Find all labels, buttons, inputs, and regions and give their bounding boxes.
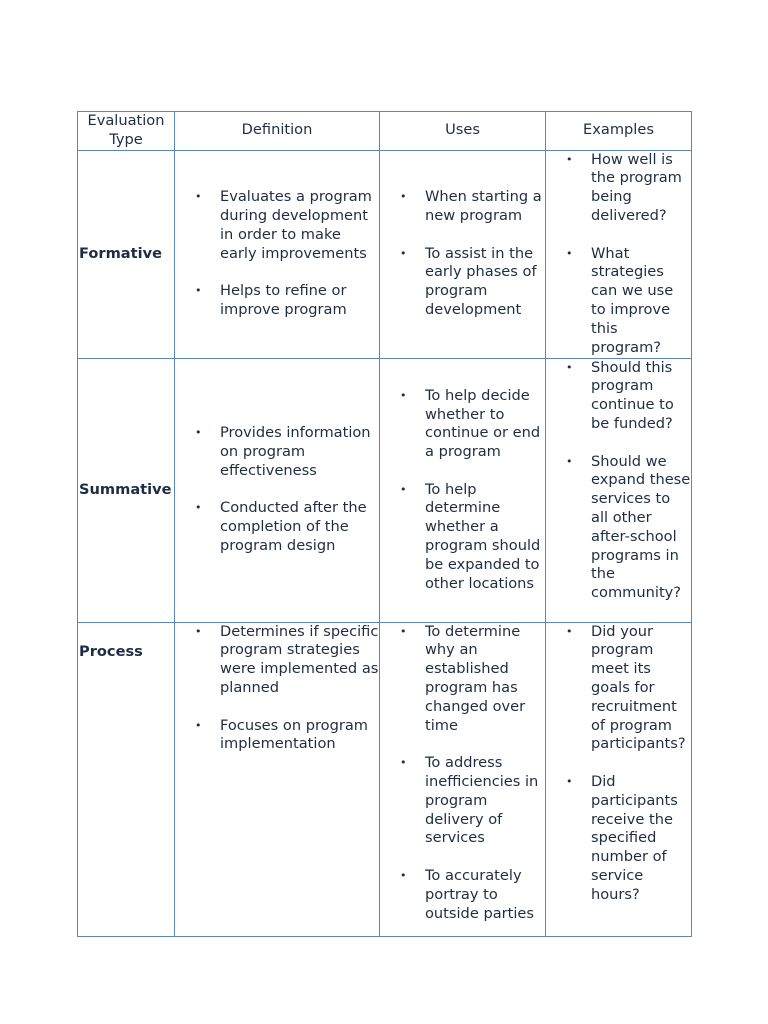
header-evaluation-type: Evaluation Type — [78, 112, 175, 151]
type-cell: Summative — [78, 358, 175, 622]
header-uses: Uses — [380, 112, 546, 151]
list-item: • To help determine whether a program should be expanded to other locations — [400, 480, 541, 592]
bullet-icon: • — [400, 868, 407, 882]
bullet-icon: • — [400, 482, 407, 496]
bullet-icon: • — [566, 152, 573, 166]
list-item: • Conducted after the completion of the program design — [195, 499, 367, 555]
list-item: • To address inefficiencies in program delivery of services — [400, 754, 539, 847]
list-item: • To determine why an established program has changed over time — [400, 622, 526, 734]
list-item: • Provides information on program effectiveness — [195, 424, 371, 479]
examples-cell — [546, 150, 692, 358]
bullet-icon: • — [400, 756, 407, 770]
bullet-icon: • — [195, 426, 202, 440]
bullet-icon: • — [195, 190, 202, 204]
header-definition: Definition — [175, 112, 380, 151]
bullet-icon: • — [566, 246, 573, 260]
bullet-icon: • — [400, 190, 407, 204]
bullet-icon: • — [566, 454, 573, 468]
list-item: • What strategies can we use to improve this program? — [566, 244, 674, 356]
bullet-icon: • — [195, 501, 202, 515]
bullet-icon: • — [566, 774, 573, 788]
list-item: • Did participants receive the specified number of service hours? — [566, 772, 678, 903]
list-item: • To accurately portray to outside parties — [400, 866, 535, 922]
type-cell: Process — [78, 622, 175, 936]
list-item: • Focuses on program implementation — [195, 716, 369, 753]
list-item: • Should this program continue to be funded? — [566, 358, 674, 432]
list-item: • Determines if specific program strategies were implemented as planned — [195, 622, 379, 696]
list-item: • Should we expand these services to all other after-school programs in the community? — [566, 452, 691, 602]
evaluation-types-table — [77, 111, 692, 937]
bullet-icon: • — [400, 246, 407, 260]
uses-cell — [380, 622, 546, 936]
bullet-icon: • — [195, 284, 202, 298]
bullet-icon: • — [400, 388, 407, 402]
header-examples: Examples — [546, 112, 692, 151]
bullet-icon: • — [195, 718, 202, 732]
bullet-icon: • — [195, 624, 202, 638]
examples-cell — [546, 622, 692, 936]
definition-cell — [175, 358, 380, 622]
table-header-row — [78, 112, 692, 151]
definition-cell — [175, 622, 380, 936]
list-item: • To assist in the early phases of program development — [400, 244, 537, 319]
list-item: • To help decide whether to continue or end a program — [400, 386, 541, 461]
list-item: • Did your program meet its goals for recruitment of program participants? — [566, 622, 686, 753]
uses-cell — [380, 150, 546, 358]
list-item: • How well is the program being delivered? — [566, 150, 682, 224]
uses-cell — [380, 358, 546, 622]
table-row-formative — [78, 150, 692, 358]
examples-cell — [546, 358, 692, 622]
type-cell: Formative — [78, 150, 175, 358]
table-row-process — [78, 622, 692, 936]
list-item: • When starting a new program — [400, 188, 542, 225]
bullet-icon: • — [400, 624, 407, 638]
list-item: • Helps to refine or improve program — [195, 282, 347, 319]
definition-cell — [175, 150, 380, 358]
table-row-summative — [78, 358, 692, 622]
bullet-icon: • — [566, 360, 573, 374]
bullet-icon: • — [566, 624, 573, 638]
list-item: • Evaluates a program during development in order to make early improvements — [195, 188, 372, 262]
